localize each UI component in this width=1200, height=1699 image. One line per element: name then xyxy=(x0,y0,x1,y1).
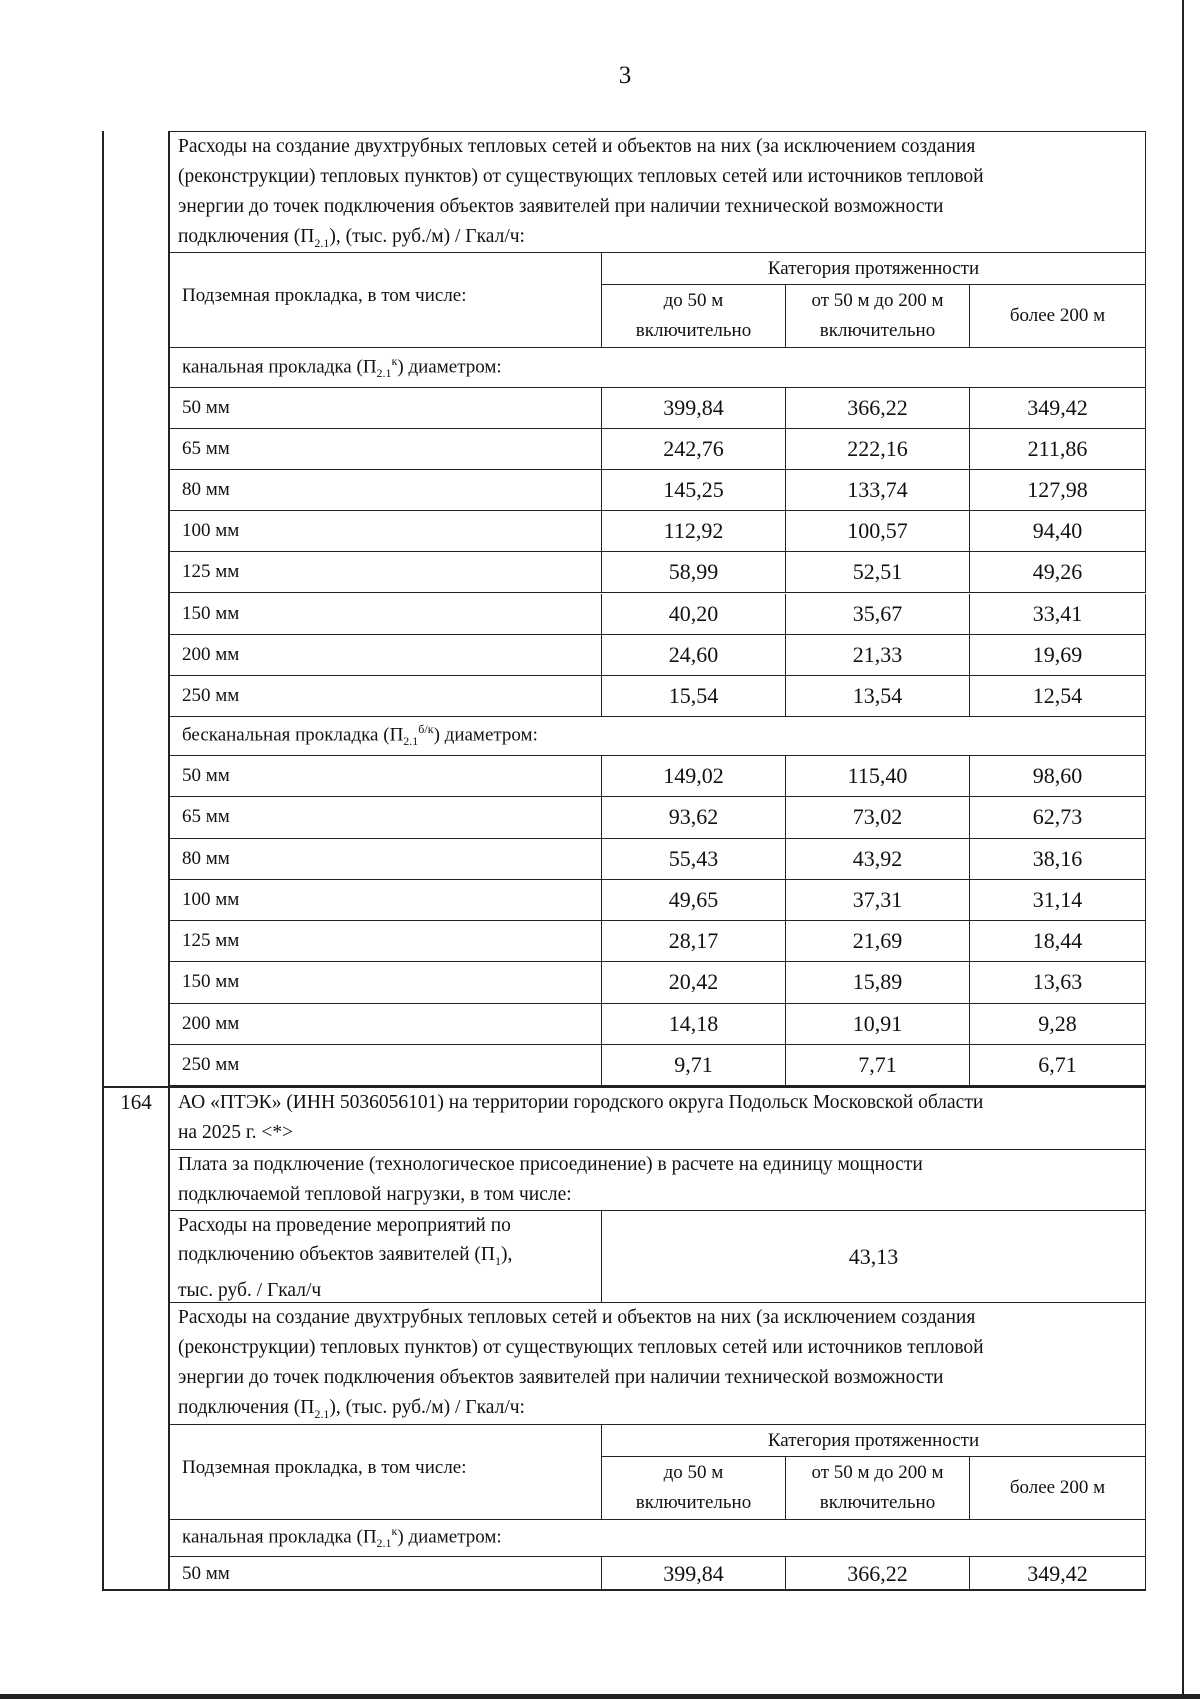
value-cell-over200: 9,28 xyxy=(970,1004,1146,1045)
underground-label: Подземная прокладка, в том числе: xyxy=(170,1425,602,1520)
diameter-cell: 125 мм xyxy=(170,552,602,593)
value-cell-50to200: 15,89 xyxy=(786,962,970,1003)
value-cell-upto50: 58,99 xyxy=(602,552,786,593)
value-cell-over200: 98,60 xyxy=(970,756,1146,797)
org-line: на 2025 г. <*> xyxy=(178,1122,294,1143)
col-header-50to200: от 50 м до 200 м включительно xyxy=(786,1457,970,1520)
col-header-upto50: до 50 м включительно xyxy=(602,1457,786,1520)
value-cell-50to200: 21,69 xyxy=(786,921,970,962)
value-cell-over200: 211,86 xyxy=(970,429,1146,470)
value-cell-over200: 62,73 xyxy=(970,797,1146,838)
fee-line: подключаемой тепловой нагрузки, в том числе: xyxy=(178,1184,572,1205)
title-line: Расходы на создание двухтрубных тепловых сетей и объектов на них (за исключением создания xyxy=(178,136,976,157)
value-cell-over200: 127,98 xyxy=(970,470,1146,511)
value-cell-50to200: 43,92 xyxy=(786,839,970,880)
value-cell-50to200: 21,33 xyxy=(786,635,970,676)
value-cell-50to200: 366,22 xyxy=(786,388,970,429)
title-line: (реконструкции) тепловых пунктов) от существующих тепловых сетей или источников тепловой xyxy=(178,1337,984,1358)
fee-title xyxy=(170,1150,1146,1211)
scan-bottom-edge xyxy=(0,1694,1200,1699)
value-cell-over200: 49,26 xyxy=(970,552,1146,593)
value-cell-upto50: 242,76 xyxy=(602,429,786,470)
value-cell-upto50: 28,17 xyxy=(602,921,786,962)
scan-right-edge xyxy=(1182,0,1184,1699)
value-cell-upto50: 9,71 xyxy=(602,1045,786,1086)
entry-number: 164 xyxy=(120,1090,152,1114)
title-line: энергии до точек подключения объектов заявителей при наличии технической возможности xyxy=(178,196,944,217)
value-cell-upto50: 399,84 xyxy=(602,1557,786,1591)
diameter-cell: 200 мм xyxy=(170,635,602,676)
value-cell-upto50: 15,54 xyxy=(602,676,786,717)
value-cell-over200: 33,41 xyxy=(970,594,1146,635)
diameter-cell: 65 мм xyxy=(170,797,602,838)
entry164-section-title xyxy=(170,1303,1146,1425)
diameter-cell: 80 мм xyxy=(170,839,602,880)
diameter-cell: 100 мм xyxy=(170,880,602,921)
diameter-cell: 250 мм xyxy=(170,676,602,717)
value-cell-over200: 19,69 xyxy=(970,635,1146,676)
diameter-cell: 250 мм xyxy=(170,1045,602,1086)
p1-line: подключению объектов заявителей $(П_1)$, xyxy=(178,1244,513,1268)
diameter-cell: 65 мм xyxy=(170,429,602,470)
diameter-cell: 150 мм xyxy=(170,962,602,1003)
col-header-over200: более 200 м xyxy=(970,1457,1146,1520)
diameter-cell: 200 мм xyxy=(170,1004,602,1045)
col-header-upto50: до 50 м включительно xyxy=(602,285,786,348)
value-cell-upto50: 20,42 xyxy=(602,962,786,1003)
title-line: энергии до точек подключения объектов заявителей при наличии технической возможности xyxy=(178,1367,944,1388)
channel-subheader: канальная прокладка $(П_{2.1}^к)$ диаметром: xyxy=(170,1520,1146,1557)
category-header: Категория протяженности xyxy=(602,1425,1146,1457)
page-number: 3 xyxy=(618,62,632,89)
value-cell-over200: 18,44 xyxy=(970,921,1146,962)
value-cell-upto50: 145,25 xyxy=(602,470,786,511)
p1-line: тыс. руб. / Гкал/ч xyxy=(178,1279,322,1301)
diameter-cell: 125 мм xyxy=(170,921,602,962)
value-cell-50to200: 115,40 xyxy=(786,756,970,797)
fee-line: Плата за подключение (технологическое присоединение) в расчете на единицу мощности xyxy=(178,1154,923,1175)
value-cell-50to200: 52,51 xyxy=(786,552,970,593)
value-cell-upto50: 49,65 xyxy=(602,880,786,921)
value-cell-50to200: 73,02 xyxy=(786,797,970,838)
channel-subheader: канальная прокладка $(П_{2.1}^к)$ диаметром: xyxy=(170,348,1146,388)
p1-line: Расходы на проведение мероприятий по xyxy=(178,1215,511,1236)
org-line: АО «ПТЭК» (ИНН 5036056101) на территории городского округа Подольск Московской области xyxy=(178,1092,984,1113)
value-cell-50to200: 37,31 xyxy=(786,880,970,921)
value-cell-upto50: 149,02 xyxy=(602,756,786,797)
value-cell-over200: 31,14 xyxy=(970,880,1146,921)
value-cell-over200: 6,71 xyxy=(970,1045,1146,1086)
value-cell-over200: 12,54 xyxy=(970,676,1146,717)
value-cell-50to200: 13,54 xyxy=(786,676,970,717)
category-header: Категория протяженности xyxy=(602,253,1146,285)
value-cell-50to200: 7,71 xyxy=(786,1045,970,1086)
title-line: (реконструкции) тепловых пунктов) от существующих тепловых сетей или источников тепловой xyxy=(178,166,984,187)
value-cell-over200: 349,42 xyxy=(970,1557,1146,1591)
title-line: Расходы на создание двухтрубных тепловых сетей и объектов на них (за исключением создания xyxy=(178,1307,976,1328)
value-cell-over200: 94,40 xyxy=(970,511,1146,552)
value-cell-50to200: 35,67 xyxy=(786,594,970,635)
diameter-cell: 100 мм xyxy=(170,511,602,552)
col-header-over200: более 200 м xyxy=(970,285,1146,348)
diameter-cell: 50 мм xyxy=(170,756,602,797)
value-cell-upto50: 93,62 xyxy=(602,797,786,838)
nochannel-subheader: бесканальная прокладка $(П_{2.1}^{б/к})$ диаметром: xyxy=(170,717,1146,756)
value-cell-upto50: 112,92 xyxy=(602,511,786,552)
value-cell-50to200: 366,22 xyxy=(786,1557,970,1591)
col-header-50to200: от 50 м до 200 м включительно xyxy=(786,285,970,348)
p1-value: 43,13 xyxy=(602,1211,1146,1303)
diameter-cell: 50 мм xyxy=(170,388,602,429)
diameter-cell: 80 мм xyxy=(170,470,602,511)
value-cell-50to200: 10,91 xyxy=(786,1004,970,1045)
underground-label: Подземная прокладка, в том числе: xyxy=(170,253,602,348)
diameter-cell: 50 мм xyxy=(170,1557,602,1591)
value-cell-upto50: 399,84 xyxy=(602,388,786,429)
title-line: подключения $(П_{2.1})$, (тыс. руб./м) / Гкал/ч: xyxy=(178,1397,525,1421)
title-line: подключения $(П_{2.1})$, (тыс. руб./м) / Гкал/ч: xyxy=(178,226,525,250)
section1-title xyxy=(170,131,1146,253)
diameter-cell: 150 мм xyxy=(170,594,602,635)
value-cell-over200: 38,16 xyxy=(970,839,1146,880)
value-cell-50to200: 222,16 xyxy=(786,429,970,470)
value-cell-upto50: 14,18 xyxy=(602,1004,786,1045)
value-cell-50to200: 100,57 xyxy=(786,511,970,552)
value-cell-over200: 13,63 xyxy=(970,962,1146,1003)
value-cell-upto50: 24,60 xyxy=(602,635,786,676)
number-column xyxy=(102,131,170,1591)
value-cell-over200: 349,42 xyxy=(970,388,1146,429)
org-title xyxy=(170,1086,1146,1150)
p1-label xyxy=(170,1211,602,1303)
value-cell-50to200: 133,74 xyxy=(786,470,970,511)
value-cell-upto50: 40,20 xyxy=(602,594,786,635)
value-cell-upto50: 55,43 xyxy=(602,839,786,880)
